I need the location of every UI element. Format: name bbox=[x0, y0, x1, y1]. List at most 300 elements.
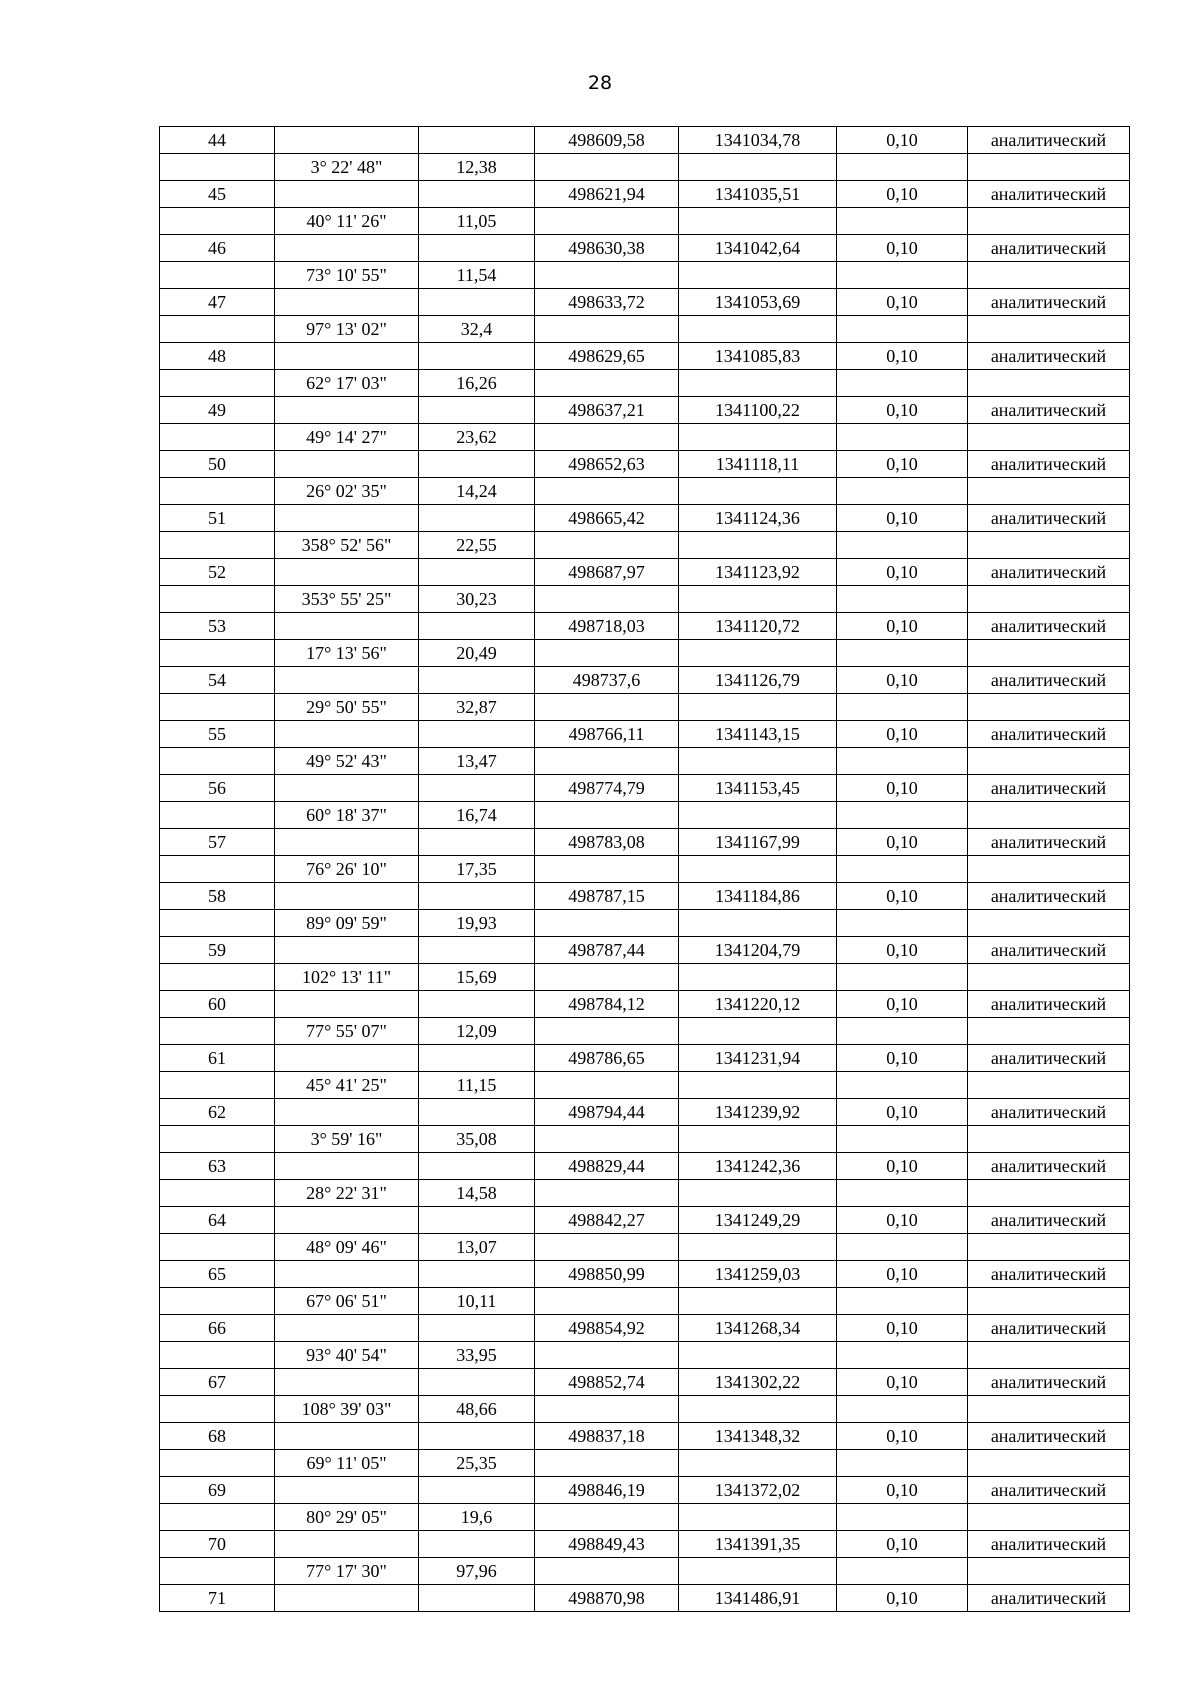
method-cell bbox=[968, 478, 1130, 505]
direction-angle-cell bbox=[275, 775, 419, 802]
distance-cell: 32,4 bbox=[419, 316, 535, 343]
distance-cell bbox=[419, 289, 535, 316]
point-number-cell bbox=[160, 586, 275, 613]
segment-row bbox=[160, 370, 1130, 397]
distance-cell bbox=[419, 1261, 535, 1288]
direction-angle-cell: 60° 18' 37" bbox=[275, 802, 419, 829]
coord-x-cell bbox=[535, 802, 679, 829]
direction-angle-cell: 102° 13' 11" bbox=[275, 964, 419, 991]
direction-angle-cell bbox=[275, 451, 419, 478]
direction-angle-cell: 97° 13' 02" bbox=[275, 316, 419, 343]
accuracy-cell: 0,10 bbox=[837, 883, 968, 910]
coord-y-cell bbox=[679, 262, 837, 289]
method-cell: аналитический bbox=[968, 1045, 1130, 1072]
method-cell: аналитический bbox=[968, 721, 1130, 748]
coord-x-cell bbox=[535, 964, 679, 991]
point-number-cell bbox=[160, 154, 275, 181]
accuracy-cell bbox=[837, 424, 968, 451]
direction-angle-cell bbox=[275, 829, 419, 856]
method-cell: аналитический bbox=[968, 127, 1130, 154]
coord-x-cell bbox=[535, 262, 679, 289]
point-number-cell bbox=[160, 802, 275, 829]
direction-angle-cell: 108° 39' 03" bbox=[275, 1396, 419, 1423]
method-cell bbox=[968, 532, 1130, 559]
method-cell: аналитический bbox=[968, 451, 1130, 478]
coord-y-cell bbox=[679, 1396, 837, 1423]
method-cell bbox=[968, 1558, 1130, 1585]
coord-x-cell: 498621,94 bbox=[535, 181, 679, 208]
method-cell: аналитический bbox=[968, 613, 1130, 640]
method-cell bbox=[968, 154, 1130, 181]
direction-angle-cell bbox=[275, 937, 419, 964]
method-cell bbox=[968, 1288, 1130, 1315]
coord-x-cell bbox=[535, 1558, 679, 1585]
coord-x-cell: 498665,42 bbox=[535, 505, 679, 532]
accuracy-cell: 0,10 bbox=[837, 127, 968, 154]
accuracy-cell bbox=[837, 802, 968, 829]
accuracy-cell: 0,10 bbox=[837, 991, 968, 1018]
direction-angle-cell: 80° 29' 05" bbox=[275, 1504, 419, 1531]
direction-angle-cell: 26° 02' 35" bbox=[275, 478, 419, 505]
accuracy-cell: 0,10 bbox=[837, 829, 968, 856]
direction-angle-cell bbox=[275, 721, 419, 748]
direction-angle-cell bbox=[275, 1099, 419, 1126]
direction-angle-cell: 45° 41' 25" bbox=[275, 1072, 419, 1099]
accuracy-cell bbox=[837, 640, 968, 667]
point-number-cell bbox=[160, 1234, 275, 1261]
coord-y-cell bbox=[679, 424, 837, 451]
accuracy-cell: 0,10 bbox=[837, 1045, 968, 1072]
method-cell bbox=[968, 964, 1130, 991]
direction-angle-cell: 3° 22' 48" bbox=[275, 154, 419, 181]
coord-y-cell: 1341391,35 bbox=[679, 1531, 837, 1558]
coord-x-cell: 498794,44 bbox=[535, 1099, 679, 1126]
direction-angle-cell: 77° 17' 30" bbox=[275, 1558, 419, 1585]
coord-y-cell bbox=[679, 1342, 837, 1369]
coord-x-cell: 498633,72 bbox=[535, 289, 679, 316]
coord-x-cell: 498652,63 bbox=[535, 451, 679, 478]
method-cell: аналитический bbox=[968, 667, 1130, 694]
accuracy-cell bbox=[837, 262, 968, 289]
coord-x-cell: 498849,43 bbox=[535, 1531, 679, 1558]
method-cell: аналитический bbox=[968, 1261, 1130, 1288]
accuracy-cell: 0,10 bbox=[837, 505, 968, 532]
coord-x-cell bbox=[535, 910, 679, 937]
point-number-cell bbox=[160, 208, 275, 235]
segment-row bbox=[160, 1018, 1130, 1045]
direction-angle-cell bbox=[275, 397, 419, 424]
coord-y-cell: 1341372,02 bbox=[679, 1477, 837, 1504]
direction-angle-cell bbox=[275, 883, 419, 910]
method-cell bbox=[968, 1342, 1130, 1369]
direction-angle-cell bbox=[275, 1207, 419, 1234]
distance-cell bbox=[419, 667, 535, 694]
coord-y-cell: 1341123,92 bbox=[679, 559, 837, 586]
point-number-cell bbox=[160, 1558, 275, 1585]
point-row bbox=[160, 667, 1130, 694]
point-number-cell: 54 bbox=[160, 667, 275, 694]
accuracy-cell: 0,10 bbox=[837, 343, 968, 370]
point-number-cell: 44 bbox=[160, 127, 275, 154]
segment-row bbox=[160, 586, 1130, 613]
direction-angle-cell: 29° 50' 55" bbox=[275, 694, 419, 721]
coord-y-cell bbox=[679, 478, 837, 505]
accuracy-cell bbox=[837, 154, 968, 181]
coord-y-cell: 1341259,03 bbox=[679, 1261, 837, 1288]
point-number-cell: 48 bbox=[160, 343, 275, 370]
accuracy-cell: 0,10 bbox=[837, 1207, 968, 1234]
point-number-cell bbox=[160, 1396, 275, 1423]
distance-cell bbox=[419, 829, 535, 856]
point-number-cell: 45 bbox=[160, 181, 275, 208]
segment-row bbox=[160, 1126, 1130, 1153]
coord-x-cell: 498852,74 bbox=[535, 1369, 679, 1396]
method-cell bbox=[968, 1234, 1130, 1261]
accuracy-cell: 0,10 bbox=[837, 667, 968, 694]
point-number-cell bbox=[160, 1180, 275, 1207]
direction-angle-cell: 67° 06' 51" bbox=[275, 1288, 419, 1315]
coord-x-cell bbox=[535, 1072, 679, 1099]
accuracy-cell: 0,10 bbox=[837, 1477, 968, 1504]
coord-x-cell: 498637,21 bbox=[535, 397, 679, 424]
method-cell: аналитический bbox=[968, 1369, 1130, 1396]
direction-angle-cell bbox=[275, 1153, 419, 1180]
coord-y-cell bbox=[679, 316, 837, 343]
coord-y-cell: 1341085,83 bbox=[679, 343, 837, 370]
point-row bbox=[160, 1045, 1130, 1072]
point-number-cell bbox=[160, 478, 275, 505]
method-cell: аналитический bbox=[968, 1477, 1130, 1504]
coord-y-cell: 1341204,79 bbox=[679, 937, 837, 964]
point-row bbox=[160, 991, 1130, 1018]
distance-cell: 13,47 bbox=[419, 748, 535, 775]
direction-angle-cell bbox=[275, 343, 419, 370]
coord-x-cell: 498783,08 bbox=[535, 829, 679, 856]
distance-cell: 11,05 bbox=[419, 208, 535, 235]
point-number-cell bbox=[160, 964, 275, 991]
accuracy-cell bbox=[837, 370, 968, 397]
segment-row bbox=[160, 1504, 1130, 1531]
method-cell: аналитический bbox=[968, 937, 1130, 964]
distance-cell: 12,09 bbox=[419, 1018, 535, 1045]
point-number-cell: 70 bbox=[160, 1531, 275, 1558]
accuracy-cell bbox=[837, 910, 968, 937]
coord-y-cell: 1341486,91 bbox=[679, 1585, 837, 1612]
point-number-cell bbox=[160, 910, 275, 937]
method-cell bbox=[968, 370, 1130, 397]
coord-x-cell bbox=[535, 1288, 679, 1315]
accuracy-cell: 0,10 bbox=[837, 235, 968, 262]
coord-x-cell bbox=[535, 1126, 679, 1153]
coord-x-cell bbox=[535, 694, 679, 721]
coord-x-cell: 498609,58 bbox=[535, 127, 679, 154]
coord-y-cell: 1341120,72 bbox=[679, 613, 837, 640]
direction-angle-cell bbox=[275, 1585, 419, 1612]
direction-angle-cell: 76° 26' 10" bbox=[275, 856, 419, 883]
point-number-cell bbox=[160, 748, 275, 775]
coord-y-cell bbox=[679, 910, 837, 937]
accuracy-cell bbox=[837, 1288, 968, 1315]
coord-y-cell: 1341268,34 bbox=[679, 1315, 837, 1342]
accuracy-cell bbox=[837, 1558, 968, 1585]
coord-y-cell: 1341124,36 bbox=[679, 505, 837, 532]
coord-y-cell bbox=[679, 208, 837, 235]
point-number-cell: 59 bbox=[160, 937, 275, 964]
point-row bbox=[160, 181, 1130, 208]
distance-cell: 20,49 bbox=[419, 640, 535, 667]
coord-y-cell bbox=[679, 1126, 837, 1153]
distance-cell: 10,11 bbox=[419, 1288, 535, 1315]
method-cell bbox=[968, 1504, 1130, 1531]
segment-row bbox=[160, 532, 1130, 559]
distance-cell bbox=[419, 1315, 535, 1342]
coord-y-cell: 1341184,86 bbox=[679, 883, 837, 910]
segment-row bbox=[160, 856, 1130, 883]
point-number-cell: 47 bbox=[160, 289, 275, 316]
coord-y-cell: 1341053,69 bbox=[679, 289, 837, 316]
coord-y-cell bbox=[679, 1288, 837, 1315]
segment-row bbox=[160, 1180, 1130, 1207]
point-row bbox=[160, 1315, 1130, 1342]
direction-angle-cell bbox=[275, 613, 419, 640]
method-cell: аналитический bbox=[968, 289, 1130, 316]
accuracy-cell: 0,10 bbox=[837, 1423, 968, 1450]
accuracy-cell bbox=[837, 1342, 968, 1369]
segment-row bbox=[160, 802, 1130, 829]
coord-x-cell bbox=[535, 640, 679, 667]
coord-x-cell: 498850,99 bbox=[535, 1261, 679, 1288]
method-cell: аналитический bbox=[968, 829, 1130, 856]
distance-cell: 25,35 bbox=[419, 1450, 535, 1477]
method-cell: аналитический bbox=[968, 775, 1130, 802]
method-cell bbox=[968, 208, 1130, 235]
method-cell bbox=[968, 1450, 1130, 1477]
method-cell: аналитический bbox=[968, 991, 1130, 1018]
distance-cell bbox=[419, 505, 535, 532]
distance-cell: 23,62 bbox=[419, 424, 535, 451]
distance-cell bbox=[419, 181, 535, 208]
coord-y-cell: 1341035,51 bbox=[679, 181, 837, 208]
method-cell: аналитический bbox=[968, 1207, 1130, 1234]
accuracy-cell: 0,10 bbox=[837, 613, 968, 640]
point-number-cell: 46 bbox=[160, 235, 275, 262]
distance-cell bbox=[419, 1477, 535, 1504]
segment-row bbox=[160, 316, 1130, 343]
distance-cell: 16,26 bbox=[419, 370, 535, 397]
method-cell: аналитический bbox=[968, 235, 1130, 262]
distance-cell bbox=[419, 1045, 535, 1072]
coord-y-cell: 1341153,45 bbox=[679, 775, 837, 802]
segment-row bbox=[160, 208, 1130, 235]
point-number-cell bbox=[160, 316, 275, 343]
distance-cell: 11,15 bbox=[419, 1072, 535, 1099]
coord-y-cell bbox=[679, 154, 837, 181]
accuracy-cell: 0,10 bbox=[837, 397, 968, 424]
coord-x-cell: 498630,38 bbox=[535, 235, 679, 262]
point-number-cell: 64 bbox=[160, 1207, 275, 1234]
coord-y-cell: 1341242,36 bbox=[679, 1153, 837, 1180]
distance-cell: 12,38 bbox=[419, 154, 535, 181]
point-number-cell bbox=[160, 856, 275, 883]
coord-x-cell bbox=[535, 586, 679, 613]
accuracy-cell bbox=[837, 478, 968, 505]
accuracy-cell: 0,10 bbox=[837, 181, 968, 208]
method-cell: аналитический bbox=[968, 505, 1130, 532]
method-cell: аналитический bbox=[968, 1099, 1130, 1126]
coord-y-cell bbox=[679, 802, 837, 829]
point-number-cell bbox=[160, 424, 275, 451]
direction-angle-cell: 93° 40' 54" bbox=[275, 1342, 419, 1369]
distance-cell bbox=[419, 235, 535, 262]
segment-row bbox=[160, 478, 1130, 505]
direction-angle-cell: 49° 14' 27" bbox=[275, 424, 419, 451]
direction-angle-cell bbox=[275, 235, 419, 262]
direction-angle-cell bbox=[275, 559, 419, 586]
distance-cell bbox=[419, 991, 535, 1018]
coord-y-cell bbox=[679, 1558, 837, 1585]
accuracy-cell bbox=[837, 208, 968, 235]
direction-angle-cell: 73° 10' 55" bbox=[275, 262, 419, 289]
accuracy-cell bbox=[837, 964, 968, 991]
point-row bbox=[160, 397, 1130, 424]
point-number-cell bbox=[160, 262, 275, 289]
direction-angle-cell: 353° 55' 25" bbox=[275, 586, 419, 613]
point-row bbox=[160, 1153, 1130, 1180]
coord-x-cell: 498784,12 bbox=[535, 991, 679, 1018]
point-number-cell: 60 bbox=[160, 991, 275, 1018]
method-cell bbox=[968, 694, 1130, 721]
coord-x-cell: 498870,98 bbox=[535, 1585, 679, 1612]
point-row bbox=[160, 1585, 1130, 1612]
direction-angle-cell bbox=[275, 667, 419, 694]
coord-y-cell bbox=[679, 694, 837, 721]
segment-row bbox=[160, 964, 1130, 991]
accuracy-cell bbox=[837, 1126, 968, 1153]
accuracy-cell bbox=[837, 316, 968, 343]
coord-y-cell: 1341167,99 bbox=[679, 829, 837, 856]
method-cell bbox=[968, 1396, 1130, 1423]
method-cell: аналитический bbox=[968, 1315, 1130, 1342]
point-row bbox=[160, 505, 1130, 532]
coord-x-cell bbox=[535, 208, 679, 235]
direction-angle-cell bbox=[275, 127, 419, 154]
table-body bbox=[160, 127, 1130, 1612]
coord-x-cell: 498786,65 bbox=[535, 1045, 679, 1072]
point-number-cell: 58 bbox=[160, 883, 275, 910]
direction-angle-cell: 358° 52' 56" bbox=[275, 532, 419, 559]
distance-cell: 22,55 bbox=[419, 532, 535, 559]
distance-cell: 19,6 bbox=[419, 1504, 535, 1531]
point-number-cell: 49 bbox=[160, 397, 275, 424]
method-cell: аналитический bbox=[968, 559, 1130, 586]
distance-cell: 13,07 bbox=[419, 1234, 535, 1261]
coord-x-cell: 498787,44 bbox=[535, 937, 679, 964]
coord-y-cell bbox=[679, 748, 837, 775]
point-number-cell: 56 bbox=[160, 775, 275, 802]
point-number-cell: 67 bbox=[160, 1369, 275, 1396]
point-number-cell: 63 bbox=[160, 1153, 275, 1180]
coord-y-cell bbox=[679, 1504, 837, 1531]
direction-angle-cell bbox=[275, 1477, 419, 1504]
method-cell: аналитический bbox=[968, 1585, 1130, 1612]
coord-y-cell bbox=[679, 370, 837, 397]
coord-x-cell bbox=[535, 856, 679, 883]
point-row bbox=[160, 829, 1130, 856]
coord-x-cell: 498854,92 bbox=[535, 1315, 679, 1342]
method-cell bbox=[968, 316, 1130, 343]
distance-cell bbox=[419, 613, 535, 640]
point-row bbox=[160, 451, 1130, 478]
coord-y-cell bbox=[679, 640, 837, 667]
method-cell bbox=[968, 748, 1130, 775]
coord-y-cell bbox=[679, 1180, 837, 1207]
accuracy-cell: 0,10 bbox=[837, 775, 968, 802]
accuracy-cell: 0,10 bbox=[837, 1099, 968, 1126]
distance-cell bbox=[419, 397, 535, 424]
direction-angle-cell: 17° 13' 56" bbox=[275, 640, 419, 667]
segment-row bbox=[160, 1288, 1130, 1315]
distance-cell: 48,66 bbox=[419, 1396, 535, 1423]
segment-row bbox=[160, 154, 1130, 181]
point-number-cell: 62 bbox=[160, 1099, 275, 1126]
accuracy-cell bbox=[837, 856, 968, 883]
coord-y-cell: 1341034,78 bbox=[679, 127, 837, 154]
segment-row bbox=[160, 1558, 1130, 1585]
point-row bbox=[160, 1261, 1130, 1288]
coord-x-cell: 498718,03 bbox=[535, 613, 679, 640]
method-cell: аналитический bbox=[968, 397, 1130, 424]
method-cell bbox=[968, 424, 1130, 451]
point-number-cell bbox=[160, 1288, 275, 1315]
distance-cell: 11,54 bbox=[419, 262, 535, 289]
coord-y-cell bbox=[679, 586, 837, 613]
point-row bbox=[160, 1423, 1130, 1450]
point-number-cell: 51 bbox=[160, 505, 275, 532]
coord-x-cell: 498737,6 bbox=[535, 667, 679, 694]
coord-x-cell bbox=[535, 316, 679, 343]
coord-x-cell bbox=[535, 748, 679, 775]
point-number-cell: 69 bbox=[160, 1477, 275, 1504]
point-number-cell: 55 bbox=[160, 721, 275, 748]
method-cell bbox=[968, 910, 1130, 937]
accuracy-cell: 0,10 bbox=[837, 451, 968, 478]
point-row bbox=[160, 937, 1130, 964]
accuracy-cell: 0,10 bbox=[837, 1585, 968, 1612]
accuracy-cell bbox=[837, 1450, 968, 1477]
method-cell: аналитический bbox=[968, 1423, 1130, 1450]
coord-x-cell: 498766,11 bbox=[535, 721, 679, 748]
accuracy-cell bbox=[837, 1018, 968, 1045]
direction-angle-cell: 69° 11' 05" bbox=[275, 1450, 419, 1477]
accuracy-cell: 0,10 bbox=[837, 1315, 968, 1342]
coord-y-cell: 1341100,22 bbox=[679, 397, 837, 424]
direction-angle-cell: 89° 09' 59" bbox=[275, 910, 419, 937]
point-row bbox=[160, 127, 1130, 154]
distance-cell bbox=[419, 1207, 535, 1234]
method-cell bbox=[968, 1018, 1130, 1045]
accuracy-cell bbox=[837, 532, 968, 559]
coord-y-cell: 1341239,92 bbox=[679, 1099, 837, 1126]
distance-cell bbox=[419, 883, 535, 910]
point-number-cell bbox=[160, 1504, 275, 1531]
distance-cell: 30,23 bbox=[419, 586, 535, 613]
coord-x-cell: 498687,97 bbox=[535, 559, 679, 586]
method-cell bbox=[968, 1072, 1130, 1099]
coord-x-cell: 498829,44 bbox=[535, 1153, 679, 1180]
direction-angle-cell: 77° 55' 07" bbox=[275, 1018, 419, 1045]
coord-x-cell bbox=[535, 1396, 679, 1423]
point-number-cell: 65 bbox=[160, 1261, 275, 1288]
